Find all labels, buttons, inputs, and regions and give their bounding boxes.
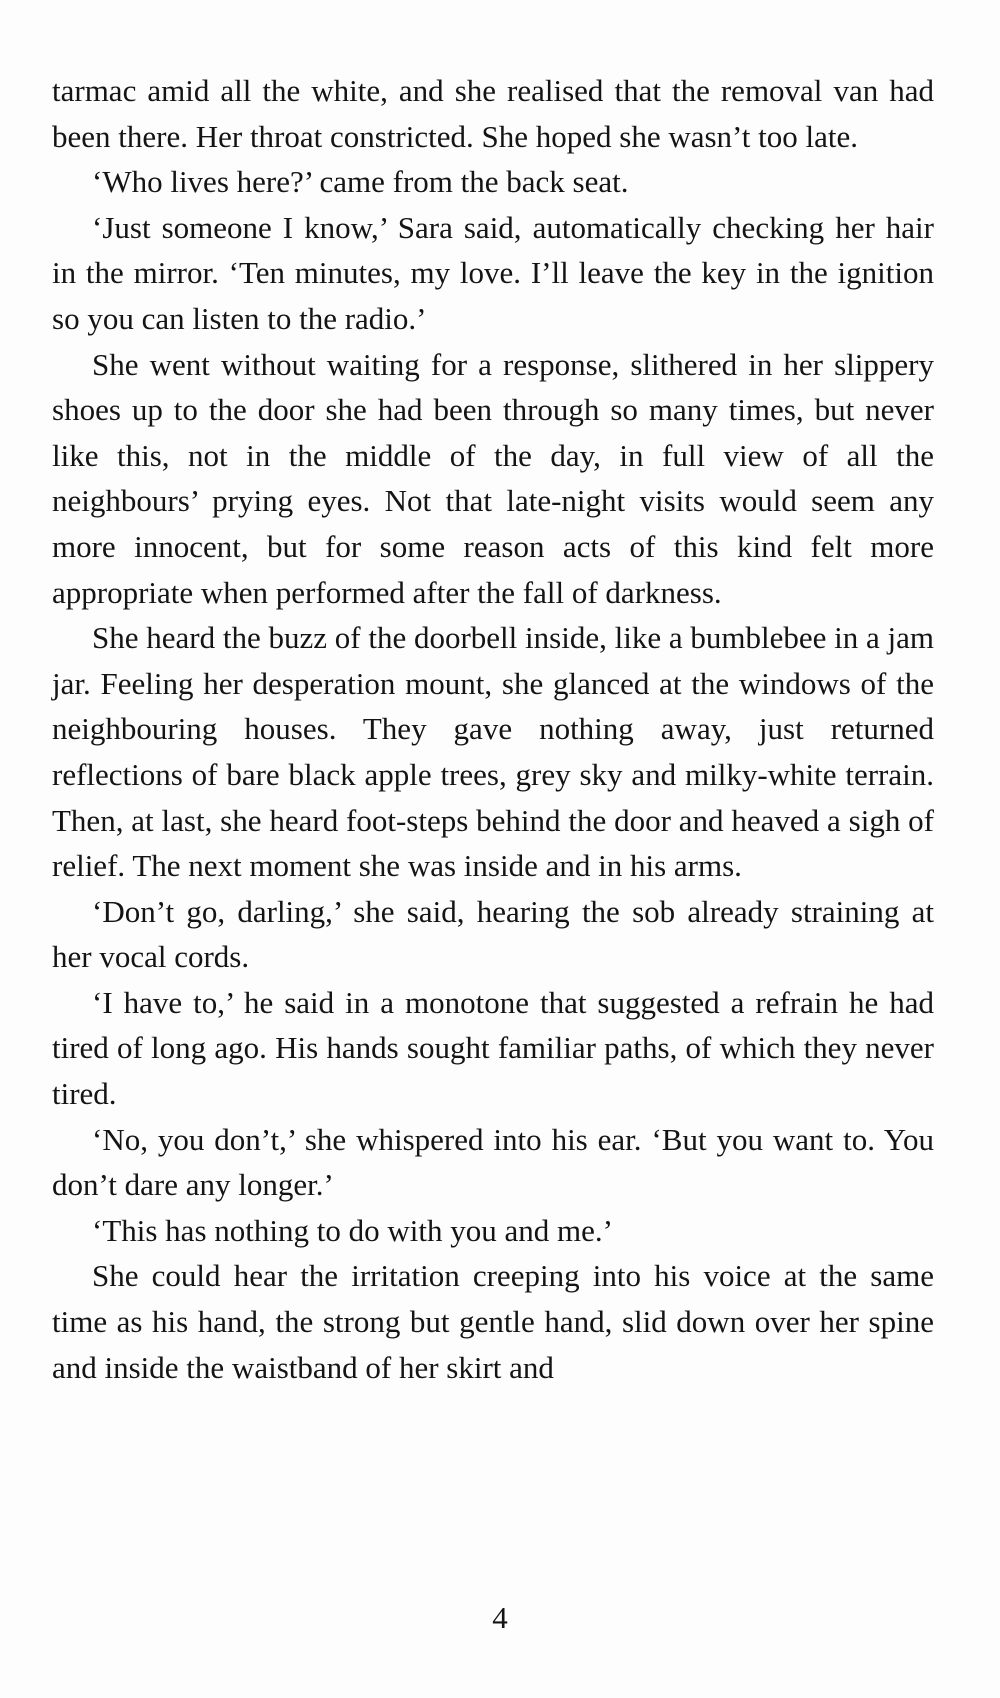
page-number: 4 xyxy=(492,1600,508,1635)
paragraph-6: ‘Don’t go, darling,’ she said, hearing the sob already straining at her vocal cords. xyxy=(52,893,934,975)
paragraph-4: She went without waiting for a response, slithered in her slippery shoes up to the door she had been through so many times, but never like this, not in the middle of the day, in full view of all the neighbours’ prying eyes. Not that late-night visits would seem any more innocent, but for some reason acts of this kind felt more appropriate when performed after the fall of darkness. xyxy=(52,346,934,610)
paragraph-10: She could hear the irritation creeping into his voice at the same time as his hand, the strong but gentle hand, slid down over her spine and inside the waistband of her skirt and xyxy=(52,1258,934,1385)
paragraph-5: She heard the buzz of the doorbell inside, like a bumblebee in a jam jar. Feeling her desperation mount, she glanced at the windows of the neighbouring houses. They gave nothing away, just returned reflections of bare black apple trees, grey sky and milky-white terrain. Then, at last, she heard foot-steps behind the door and heaved a sigh of relief. The next moment she was inside and in his arms. xyxy=(52,620,934,884)
paragraph-1: tarmac amid all the white, and she realised that the removal van had been there. Her throat constricted. She hoped she wasn’t too late. xyxy=(52,73,934,154)
paragraph-2: ‘Who lives here?’ came from the back seat. xyxy=(92,164,629,200)
paragraph-3: ‘Just someone I know,’ Sara said, automatically checking her hair in the mirror. ‘Ten minutes, my love. I’ll leave the key in the ignition so you can listen to the radio.’ xyxy=(52,209,934,336)
body-text xyxy=(52,68,934,1390)
paragraph-9: ‘This has nothing to do with you and me.’ xyxy=(92,1212,613,1248)
paragraph-8: ‘No, you don’t,’ she whispered into his ear. ‘But you want to. You don’t dare any longer.’ xyxy=(52,1121,934,1203)
paragraph-7: ‘I have to,’ he said in a monotone that suggested a refrain he had tired of long ago. His hands sought familiar paths, of which they never tired. xyxy=(52,984,934,1112)
